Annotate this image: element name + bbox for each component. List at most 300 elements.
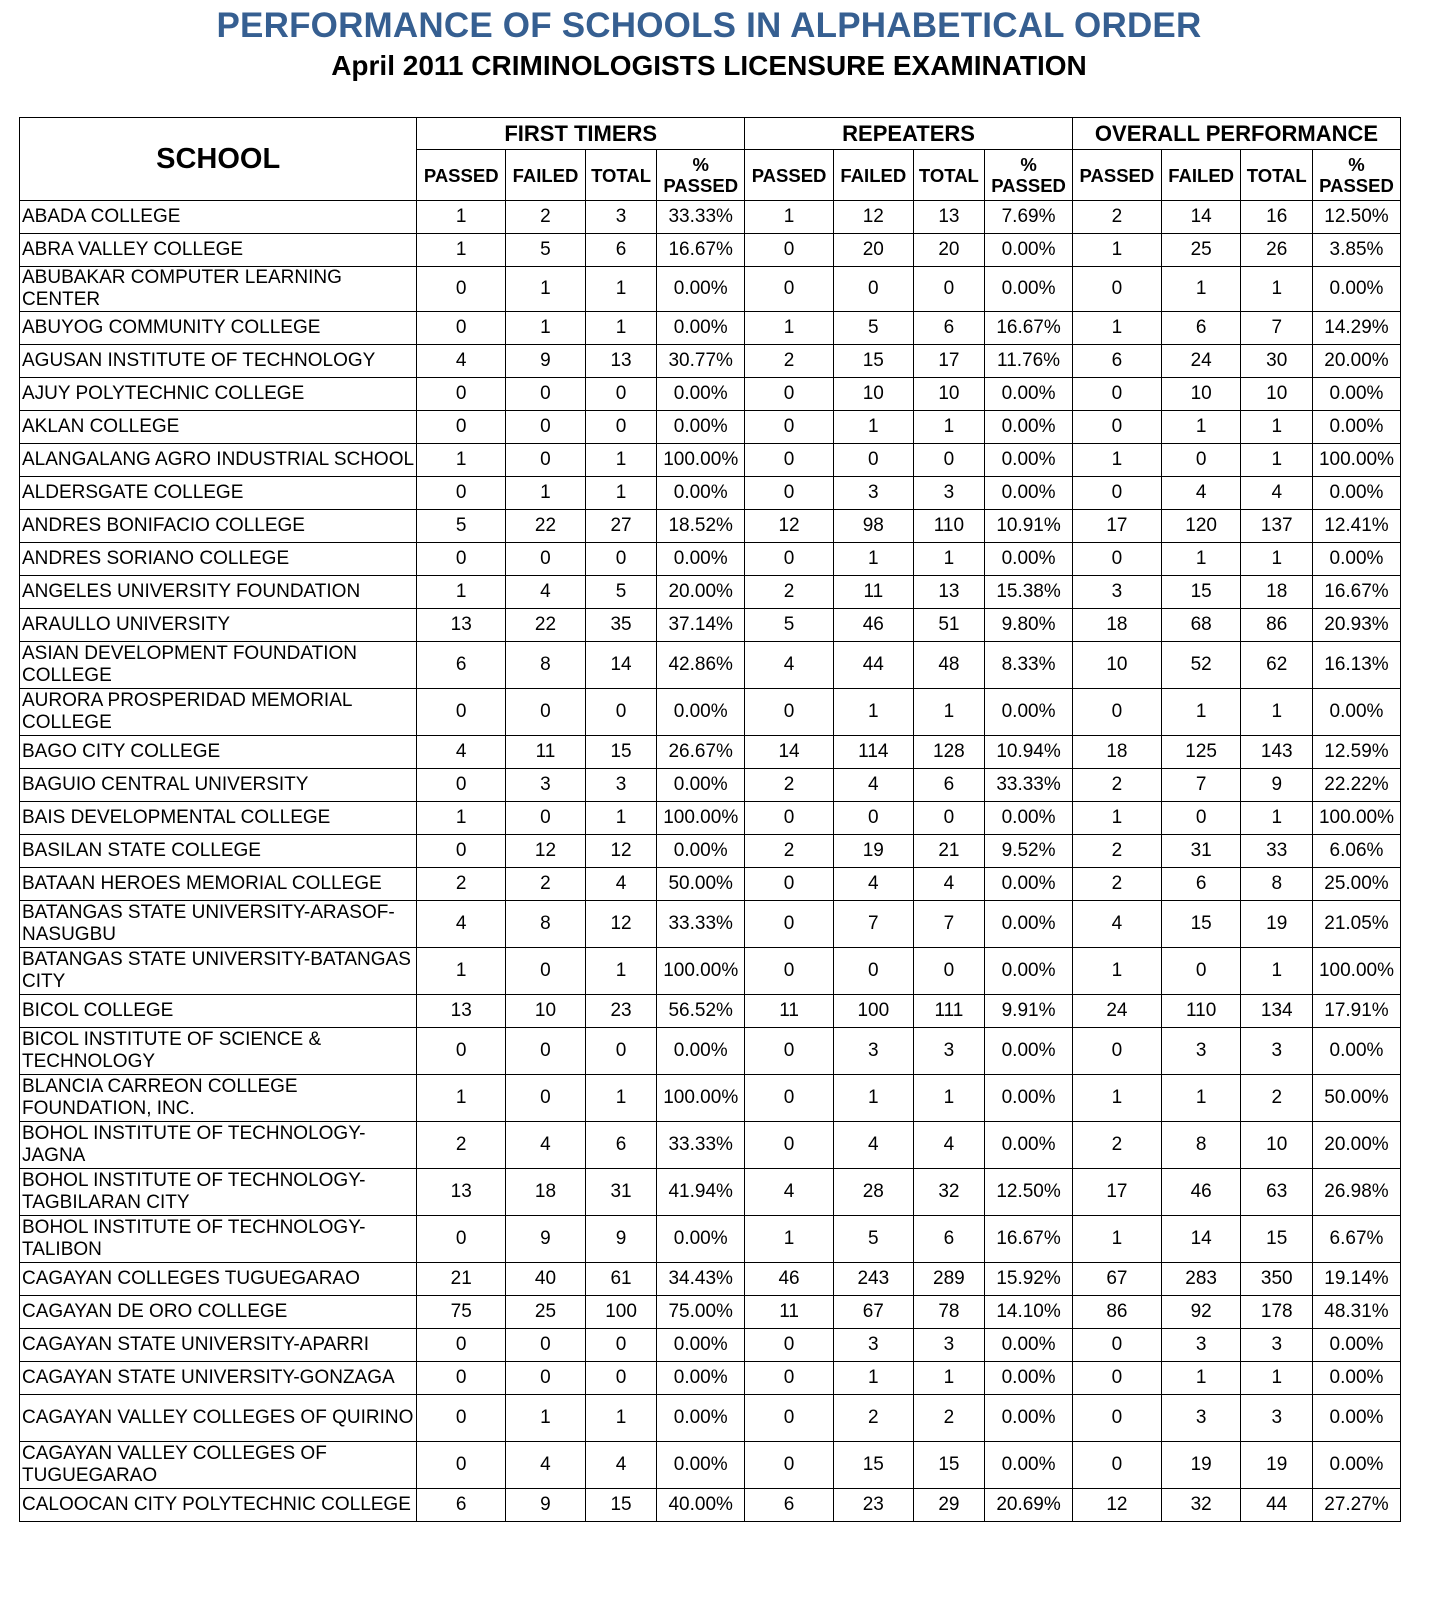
overall-total-cell: 10 bbox=[1241, 1122, 1312, 1169]
repeaters-total-cell: 6 bbox=[913, 312, 984, 345]
repeaters-failed-cell: 0 bbox=[833, 802, 913, 835]
first-timers-total-cell: 4 bbox=[585, 868, 656, 901]
repeaters-failed-cell: 20 bbox=[833, 234, 913, 267]
first-timers-total-cell: 35 bbox=[585, 609, 656, 642]
overall-percent-passed-cell: 16.67% bbox=[1312, 576, 1400, 609]
school-name: BATANGAS STATE UNIVERSITY-ARASOF-NASUGBU bbox=[20, 901, 417, 948]
repeaters-percent-passed-cell: 0.00% bbox=[985, 689, 1073, 736]
overall-passed-cell: 2 bbox=[1072, 1122, 1161, 1169]
first-timers-percent-passed-cell: 34.43% bbox=[657, 1263, 745, 1296]
table-row bbox=[20, 477, 1401, 510]
table-row bbox=[20, 1122, 1401, 1169]
overall-total-cell: 1 bbox=[1241, 689, 1312, 736]
first-timers-passed-cell: 0 bbox=[417, 543, 506, 576]
school-name: BASILAN STATE COLLEGE bbox=[20, 835, 417, 868]
repeaters-passed-cell: 0 bbox=[745, 868, 834, 901]
overall-percent-passed-cell: 16.13% bbox=[1312, 642, 1400, 689]
table-row bbox=[20, 835, 1401, 868]
repeaters-total-cell: 0 bbox=[913, 948, 984, 995]
repeaters-passed-cell: 0 bbox=[745, 234, 834, 267]
repeaters-passed-cell: 0 bbox=[745, 689, 834, 736]
table-row bbox=[20, 1075, 1401, 1122]
first-timers-passed-cell: 0 bbox=[417, 378, 506, 411]
repeaters-passed-cell: 11 bbox=[745, 995, 834, 1028]
overall-percent-passed-cell: 48.31% bbox=[1312, 1296, 1400, 1329]
first-timers-total-cell: 1 bbox=[585, 444, 656, 477]
first-timers-failed-cell: 1 bbox=[506, 477, 586, 510]
sub-header-overall-passed: PASSED bbox=[1072, 150, 1161, 201]
first-timers-failed-cell: 0 bbox=[506, 1329, 586, 1362]
first-timers-percent-passed-cell: 30.77% bbox=[657, 345, 745, 378]
overall-passed-cell: 0 bbox=[1072, 689, 1161, 736]
first-timers-failed-cell: 0 bbox=[506, 543, 586, 576]
overall-passed-cell: 1 bbox=[1072, 1216, 1161, 1263]
table-row bbox=[20, 689, 1401, 736]
repeaters-total-cell: 1 bbox=[913, 1362, 984, 1395]
first-timers-total-cell: 1 bbox=[585, 267, 656, 312]
repeaters-percent-passed-cell: 0.00% bbox=[985, 1395, 1073, 1442]
school-name: AGUSAN INSTITUTE OF TECHNOLOGY bbox=[20, 345, 417, 378]
table-row bbox=[20, 769, 1401, 802]
overall-passed-cell: 0 bbox=[1072, 1442, 1161, 1489]
first-timers-percent-passed-cell: 0.00% bbox=[657, 1362, 745, 1395]
first-timers-failed-cell: 5 bbox=[506, 234, 586, 267]
repeaters-passed-cell: 0 bbox=[745, 1075, 834, 1122]
repeaters-percent-passed-cell: 0.00% bbox=[985, 868, 1073, 901]
overall-failed-cell: 3 bbox=[1161, 1329, 1241, 1362]
overall-passed-cell: 6 bbox=[1072, 345, 1161, 378]
first-timers-failed-cell: 1 bbox=[506, 1395, 586, 1442]
repeaters-percent-passed-cell: 0.00% bbox=[985, 948, 1073, 995]
table-row bbox=[20, 267, 1401, 312]
overall-failed-cell: 52 bbox=[1161, 642, 1241, 689]
results-table bbox=[19, 117, 1401, 1522]
first-timers-percent-passed-cell: 37.14% bbox=[657, 609, 745, 642]
repeaters-failed-cell: 100 bbox=[833, 995, 913, 1028]
overall-failed-cell: 1 bbox=[1161, 411, 1241, 444]
repeaters-percent-passed-cell: 0.00% bbox=[985, 802, 1073, 835]
overall-passed-cell: 0 bbox=[1072, 477, 1161, 510]
table-row bbox=[20, 1263, 1401, 1296]
sub-header-repeaters-total: TOTAL bbox=[913, 150, 984, 201]
overall-failed-cell: 110 bbox=[1161, 995, 1241, 1028]
overall-total-cell: 1 bbox=[1241, 444, 1312, 477]
first-timers-passed-cell: 6 bbox=[417, 1489, 506, 1522]
first-timers-total-cell: 14 bbox=[585, 642, 656, 689]
school-name: BATAAN HEROES MEMORIAL COLLEGE bbox=[20, 868, 417, 901]
repeaters-total-cell: 3 bbox=[913, 1329, 984, 1362]
first-timers-failed-cell: 8 bbox=[506, 642, 586, 689]
repeaters-passed-cell: 4 bbox=[745, 1169, 834, 1216]
table-row bbox=[20, 543, 1401, 576]
overall-percent-passed-cell: 100.00% bbox=[1312, 802, 1400, 835]
first-timers-percent-passed-cell: 0.00% bbox=[657, 378, 745, 411]
overall-total-cell: 16 bbox=[1241, 201, 1312, 234]
overall-failed-cell: 19 bbox=[1161, 1442, 1241, 1489]
school-name: CAGAYAN COLLEGES TUGUEGARAO bbox=[20, 1263, 417, 1296]
overall-total-cell: 15 bbox=[1241, 1216, 1312, 1263]
first-timers-total-cell: 6 bbox=[585, 234, 656, 267]
overall-passed-cell: 10 bbox=[1072, 642, 1161, 689]
overall-failed-cell: 6 bbox=[1161, 868, 1241, 901]
first-timers-failed-cell: 9 bbox=[506, 345, 586, 378]
first-timers-percent-passed-cell: 0.00% bbox=[657, 267, 745, 312]
first-timers-passed-cell: 0 bbox=[417, 267, 506, 312]
overall-passed-cell: 0 bbox=[1072, 1395, 1161, 1442]
overall-percent-passed-cell: 12.59% bbox=[1312, 736, 1400, 769]
repeaters-passed-cell: 1 bbox=[745, 1216, 834, 1263]
overall-percent-passed-cell: 19.14% bbox=[1312, 1263, 1400, 1296]
repeaters-failed-cell: 23 bbox=[833, 1489, 913, 1522]
first-timers-passed-cell: 0 bbox=[417, 477, 506, 510]
repeaters-passed-cell: 5 bbox=[745, 609, 834, 642]
repeaters-failed-cell: 5 bbox=[833, 1216, 913, 1263]
repeaters-percent-passed-cell: 10.94% bbox=[985, 736, 1073, 769]
overall-total-cell: 44 bbox=[1241, 1489, 1312, 1522]
repeaters-failed-cell: 3 bbox=[833, 1329, 913, 1362]
first-timers-failed-cell: 4 bbox=[506, 1442, 586, 1489]
overall-percent-passed-cell: 26.98% bbox=[1312, 1169, 1400, 1216]
first-timers-failed-cell: 8 bbox=[506, 901, 586, 948]
table-row bbox=[20, 1216, 1401, 1263]
table-row bbox=[20, 948, 1401, 995]
repeaters-passed-cell: 2 bbox=[745, 835, 834, 868]
school-name: BLANCIA CARREON COLLEGE FOUNDATION, INC. bbox=[20, 1075, 417, 1122]
table-row bbox=[20, 1489, 1401, 1522]
first-timers-passed-cell: 13 bbox=[417, 995, 506, 1028]
repeaters-failed-cell: 1 bbox=[833, 543, 913, 576]
school-name: ALANGALANG AGRO INDUSTRIAL SCHOOL bbox=[20, 444, 417, 477]
repeaters-passed-cell: 0 bbox=[745, 1329, 834, 1362]
first-timers-total-cell: 27 bbox=[585, 510, 656, 543]
first-timers-passed-cell: 4 bbox=[417, 736, 506, 769]
school-name: CAGAYAN STATE UNIVERSITY-GONZAGA bbox=[20, 1362, 417, 1395]
first-timers-failed-cell: 0 bbox=[506, 1075, 586, 1122]
repeaters-failed-cell: 11 bbox=[833, 576, 913, 609]
first-timers-failed-cell: 12 bbox=[506, 835, 586, 868]
repeaters-failed-cell: 0 bbox=[833, 948, 913, 995]
first-timers-total-cell: 100 bbox=[585, 1296, 656, 1329]
repeaters-passed-cell: 0 bbox=[745, 948, 834, 995]
overall-passed-cell: 0 bbox=[1072, 1362, 1161, 1395]
first-timers-percent-passed-cell: 0.00% bbox=[657, 1216, 745, 1263]
first-timers-percent-passed-cell: 50.00% bbox=[657, 868, 745, 901]
first-timers-percent-passed-cell: 75.00% bbox=[657, 1296, 745, 1329]
repeaters-percent-passed-cell: 16.67% bbox=[985, 312, 1073, 345]
repeaters-passed-cell: 0 bbox=[745, 1028, 834, 1075]
repeaters-percent-passed-cell: 8.33% bbox=[985, 642, 1073, 689]
repeaters-total-cell: 4 bbox=[913, 1122, 984, 1169]
repeaters-passed-cell: 4 bbox=[745, 642, 834, 689]
sub-header-first-timers-percent-passed: % PASSED bbox=[657, 150, 745, 201]
repeaters-total-cell: 20 bbox=[913, 234, 984, 267]
overall-percent-passed-cell: 100.00% bbox=[1312, 444, 1400, 477]
first-timers-failed-cell: 1 bbox=[506, 312, 586, 345]
first-timers-percent-passed-cell: 100.00% bbox=[657, 1075, 745, 1122]
overall-passed-cell: 86 bbox=[1072, 1296, 1161, 1329]
overall-percent-passed-cell: 6.06% bbox=[1312, 835, 1400, 868]
repeaters-failed-cell: 46 bbox=[833, 609, 913, 642]
repeaters-percent-passed-cell: 0.00% bbox=[985, 411, 1073, 444]
repeaters-percent-passed-cell: 9.52% bbox=[985, 835, 1073, 868]
repeaters-failed-cell: 3 bbox=[833, 477, 913, 510]
first-timers-failed-cell: 10 bbox=[506, 995, 586, 1028]
first-timers-failed-cell: 0 bbox=[506, 411, 586, 444]
repeaters-percent-passed-cell: 0.00% bbox=[985, 267, 1073, 312]
overall-failed-cell: 31 bbox=[1161, 835, 1241, 868]
repeaters-total-cell: 0 bbox=[913, 267, 984, 312]
first-timers-total-cell: 0 bbox=[585, 543, 656, 576]
overall-percent-passed-cell: 100.00% bbox=[1312, 948, 1400, 995]
table-row bbox=[20, 1296, 1401, 1329]
table-row bbox=[20, 510, 1401, 543]
first-timers-percent-passed-cell: 0.00% bbox=[657, 835, 745, 868]
sub-header-first-timers-passed: PASSED bbox=[417, 150, 506, 201]
overall-passed-cell: 2 bbox=[1072, 835, 1161, 868]
table-row bbox=[20, 444, 1401, 477]
overall-failed-cell: 1 bbox=[1161, 543, 1241, 576]
repeaters-percent-passed-cell: 0.00% bbox=[985, 1028, 1073, 1075]
overall-passed-cell: 3 bbox=[1072, 576, 1161, 609]
repeaters-failed-cell: 28 bbox=[833, 1169, 913, 1216]
first-timers-failed-cell: 4 bbox=[506, 1122, 586, 1169]
table-row bbox=[20, 802, 1401, 835]
first-timers-total-cell: 12 bbox=[585, 835, 656, 868]
first-timers-percent-passed-cell: 100.00% bbox=[657, 444, 745, 477]
school-name: BOHOL INSTITUTE OF TECHNOLOGY-TAGBILARAN CITY bbox=[20, 1169, 417, 1216]
school-name: BOHOL INSTITUTE OF TECHNOLOGY-JAGNA bbox=[20, 1122, 417, 1169]
page-title: PERFORMANCE OF SCHOOLS IN ALPHABETICAL ORDER bbox=[216, 6, 1202, 45]
repeaters-passed-cell: 0 bbox=[745, 267, 834, 312]
overall-percent-passed-cell: 50.00% bbox=[1312, 1075, 1400, 1122]
repeaters-failed-cell: 67 bbox=[833, 1296, 913, 1329]
overall-percent-passed-cell: 17.91% bbox=[1312, 995, 1400, 1028]
overall-failed-cell: 0 bbox=[1161, 802, 1241, 835]
overall-failed-cell: 14 bbox=[1161, 1216, 1241, 1263]
overall-percent-passed-cell: 27.27% bbox=[1312, 1489, 1400, 1522]
overall-passed-cell: 0 bbox=[1072, 1329, 1161, 1362]
school-name: CAGAYAN STATE UNIVERSITY-APARRI bbox=[20, 1329, 417, 1362]
overall-failed-cell: 1 bbox=[1161, 1075, 1241, 1122]
repeaters-total-cell: 128 bbox=[913, 736, 984, 769]
first-timers-percent-passed-cell: 33.33% bbox=[657, 901, 745, 948]
group-header-first-timers: FIRST TIMERS bbox=[417, 118, 745, 150]
overall-failed-cell: 125 bbox=[1161, 736, 1241, 769]
first-timers-total-cell: 0 bbox=[585, 378, 656, 411]
overall-failed-cell: 15 bbox=[1161, 576, 1241, 609]
first-timers-failed-cell: 25 bbox=[506, 1296, 586, 1329]
repeaters-total-cell: 0 bbox=[913, 802, 984, 835]
school-name: ABADA COLLEGE bbox=[20, 201, 417, 234]
first-timers-percent-passed-cell: 16.67% bbox=[657, 234, 745, 267]
first-timers-failed-cell: 0 bbox=[506, 1362, 586, 1395]
overall-failed-cell: 25 bbox=[1161, 234, 1241, 267]
sub-header-repeaters-percent-passed: % PASSED bbox=[985, 150, 1073, 201]
repeaters-failed-cell: 0 bbox=[833, 444, 913, 477]
overall-total-cell: 18 bbox=[1241, 576, 1312, 609]
first-timers-passed-cell: 4 bbox=[417, 901, 506, 948]
school-name: CAGAYAN DE ORO COLLEGE bbox=[20, 1296, 417, 1329]
overall-percent-passed-cell: 20.93% bbox=[1312, 609, 1400, 642]
table-row bbox=[20, 1395, 1401, 1442]
repeaters-failed-cell: 1 bbox=[833, 1362, 913, 1395]
repeaters-total-cell: 6 bbox=[913, 1216, 984, 1263]
overall-passed-cell: 1 bbox=[1072, 444, 1161, 477]
first-timers-passed-cell: 6 bbox=[417, 642, 506, 689]
overall-total-cell: 3 bbox=[1241, 1028, 1312, 1075]
overall-passed-cell: 18 bbox=[1072, 609, 1161, 642]
first-timers-total-cell: 12 bbox=[585, 901, 656, 948]
overall-percent-passed-cell: 3.85% bbox=[1312, 234, 1400, 267]
overall-total-cell: 3 bbox=[1241, 1395, 1312, 1442]
overall-percent-passed-cell: 22.22% bbox=[1312, 769, 1400, 802]
first-timers-passed-cell: 75 bbox=[417, 1296, 506, 1329]
repeaters-total-cell: 10 bbox=[913, 378, 984, 411]
repeaters-failed-cell: 7 bbox=[833, 901, 913, 948]
overall-total-cell: 1 bbox=[1241, 948, 1312, 995]
repeaters-percent-passed-cell: 20.69% bbox=[985, 1489, 1073, 1522]
first-timers-failed-cell: 0 bbox=[506, 802, 586, 835]
repeaters-total-cell: 111 bbox=[913, 995, 984, 1028]
repeaters-percent-passed-cell: 0.00% bbox=[985, 477, 1073, 510]
repeaters-passed-cell: 0 bbox=[745, 1395, 834, 1442]
first-timers-passed-cell: 0 bbox=[417, 1362, 506, 1395]
repeaters-percent-passed-cell: 9.80% bbox=[985, 609, 1073, 642]
group-header-overall: OVERALL PERFORMANCE bbox=[1072, 118, 1400, 150]
page-subtitle: April 2011 CRIMINOLOGISTS LICENSURE EXAMINATION bbox=[331, 50, 1087, 81]
first-timers-total-cell: 0 bbox=[585, 689, 656, 736]
overall-percent-passed-cell: 20.00% bbox=[1312, 1122, 1400, 1169]
repeaters-total-cell: 17 bbox=[913, 345, 984, 378]
overall-total-cell: 4 bbox=[1241, 477, 1312, 510]
school-name: CALOOCAN CITY POLYTECHNIC COLLEGE bbox=[20, 1489, 417, 1522]
overall-failed-cell: 1 bbox=[1161, 689, 1241, 736]
overall-total-cell: 26 bbox=[1241, 234, 1312, 267]
table-row bbox=[20, 312, 1401, 345]
first-timers-passed-cell: 1 bbox=[417, 201, 506, 234]
school-name: ANGELES UNIVERSITY FOUNDATION bbox=[20, 576, 417, 609]
sub-header-repeaters-failed: FAILED bbox=[833, 150, 913, 201]
school-name: AURORA PROSPERIDAD MEMORIAL COLLEGE bbox=[20, 689, 417, 736]
overall-failed-cell: 32 bbox=[1161, 1489, 1241, 1522]
table-row bbox=[20, 1362, 1401, 1395]
school-column-header: SCHOOL bbox=[20, 118, 417, 201]
overall-total-cell: 2 bbox=[1241, 1075, 1312, 1122]
repeaters-failed-cell: 114 bbox=[833, 736, 913, 769]
first-timers-total-cell: 4 bbox=[585, 1442, 656, 1489]
first-timers-passed-cell: 1 bbox=[417, 948, 506, 995]
first-timers-failed-cell: 0 bbox=[506, 689, 586, 736]
first-timers-failed-cell: 2 bbox=[506, 201, 586, 234]
overall-total-cell: 178 bbox=[1241, 1296, 1312, 1329]
first-timers-passed-cell: 0 bbox=[417, 1395, 506, 1442]
first-timers-passed-cell: 4 bbox=[417, 345, 506, 378]
repeaters-passed-cell: 0 bbox=[745, 378, 834, 411]
school-name: BOHOL INSTITUTE OF TECHNOLOGY-TALIBON bbox=[20, 1216, 417, 1263]
first-timers-percent-passed-cell: 0.00% bbox=[657, 1329, 745, 1362]
first-timers-total-cell: 1 bbox=[585, 1075, 656, 1122]
repeaters-failed-cell: 19 bbox=[833, 835, 913, 868]
overall-failed-cell: 92 bbox=[1161, 1296, 1241, 1329]
repeaters-total-cell: 51 bbox=[913, 609, 984, 642]
repeaters-percent-passed-cell: 15.38% bbox=[985, 576, 1073, 609]
sub-header-overall-percent-passed: % PASSED bbox=[1312, 150, 1400, 201]
overall-percent-passed-cell: 0.00% bbox=[1312, 411, 1400, 444]
first-timers-percent-passed-cell: 0.00% bbox=[657, 312, 745, 345]
first-timers-passed-cell: 21 bbox=[417, 1263, 506, 1296]
first-timers-total-cell: 61 bbox=[585, 1263, 656, 1296]
table-row bbox=[20, 1169, 1401, 1216]
repeaters-total-cell: 21 bbox=[913, 835, 984, 868]
table-row bbox=[20, 411, 1401, 444]
overall-percent-passed-cell: 0.00% bbox=[1312, 543, 1400, 576]
overall-failed-cell: 3 bbox=[1161, 1395, 1241, 1442]
first-timers-percent-passed-cell: 0.00% bbox=[657, 543, 745, 576]
sub-header-first-timers-failed: FAILED bbox=[506, 150, 586, 201]
first-timers-passed-cell: 0 bbox=[417, 1028, 506, 1075]
school-name: CAGAYAN VALLEY COLLEGES OF QUIRINO bbox=[20, 1395, 417, 1442]
overall-failed-cell: 8 bbox=[1161, 1122, 1241, 1169]
first-timers-passed-cell: 13 bbox=[417, 1169, 506, 1216]
school-name: BATANGAS STATE UNIVERSITY-BATANGAS CITY bbox=[20, 948, 417, 995]
repeaters-percent-passed-cell: 10.91% bbox=[985, 510, 1073, 543]
table-row bbox=[20, 576, 1401, 609]
overall-failed-cell: 7 bbox=[1161, 769, 1241, 802]
first-timers-total-cell: 1 bbox=[585, 802, 656, 835]
first-timers-total-cell: 0 bbox=[585, 1028, 656, 1075]
repeaters-total-cell: 7 bbox=[913, 901, 984, 948]
repeaters-failed-cell: 243 bbox=[833, 1263, 913, 1296]
overall-total-cell: 350 bbox=[1241, 1263, 1312, 1296]
overall-total-cell: 1 bbox=[1241, 1362, 1312, 1395]
overall-failed-cell: 24 bbox=[1161, 345, 1241, 378]
overall-failed-cell: 46 bbox=[1161, 1169, 1241, 1216]
first-timers-total-cell: 5 bbox=[585, 576, 656, 609]
school-name: BAGUIO CENTRAL UNIVERSITY bbox=[20, 769, 417, 802]
overall-percent-passed-cell: 25.00% bbox=[1312, 868, 1400, 901]
first-timers-passed-cell: 0 bbox=[417, 689, 506, 736]
overall-failed-cell: 10 bbox=[1161, 378, 1241, 411]
repeaters-failed-cell: 4 bbox=[833, 769, 913, 802]
overall-passed-cell: 24 bbox=[1072, 995, 1161, 1028]
repeaters-total-cell: 1 bbox=[913, 689, 984, 736]
repeaters-percent-passed-cell: 7.69% bbox=[985, 201, 1073, 234]
first-timers-percent-passed-cell: 26.67% bbox=[657, 736, 745, 769]
repeaters-passed-cell: 0 bbox=[745, 411, 834, 444]
repeaters-total-cell: 32 bbox=[913, 1169, 984, 1216]
first-timers-percent-passed-cell: 20.00% bbox=[657, 576, 745, 609]
first-timers-total-cell: 9 bbox=[585, 1216, 656, 1263]
repeaters-failed-cell: 0 bbox=[833, 267, 913, 312]
overall-percent-passed-cell: 0.00% bbox=[1312, 1362, 1400, 1395]
repeaters-failed-cell: 1 bbox=[833, 1075, 913, 1122]
school-name: CAGAYAN VALLEY COLLEGES OF TUGUEGARAO bbox=[20, 1442, 417, 1489]
repeaters-failed-cell: 15 bbox=[833, 1442, 913, 1489]
overall-percent-passed-cell: 0.00% bbox=[1312, 689, 1400, 736]
school-name: ASIAN DEVELOPMENT FOUNDATION COLLEGE bbox=[20, 642, 417, 689]
first-timers-failed-cell: 0 bbox=[506, 1028, 586, 1075]
repeaters-failed-cell: 4 bbox=[833, 1122, 913, 1169]
repeaters-percent-passed-cell: 0.00% bbox=[985, 901, 1073, 948]
repeaters-percent-passed-cell: 33.33% bbox=[985, 769, 1073, 802]
first-timers-failed-cell: 1 bbox=[506, 267, 586, 312]
repeaters-failed-cell: 2 bbox=[833, 1395, 913, 1442]
first-timers-total-cell: 6 bbox=[585, 1122, 656, 1169]
first-timers-passed-cell: 0 bbox=[417, 1216, 506, 1263]
table-row bbox=[20, 868, 1401, 901]
repeaters-percent-passed-cell: 11.76% bbox=[985, 345, 1073, 378]
repeaters-passed-cell: 2 bbox=[745, 576, 834, 609]
